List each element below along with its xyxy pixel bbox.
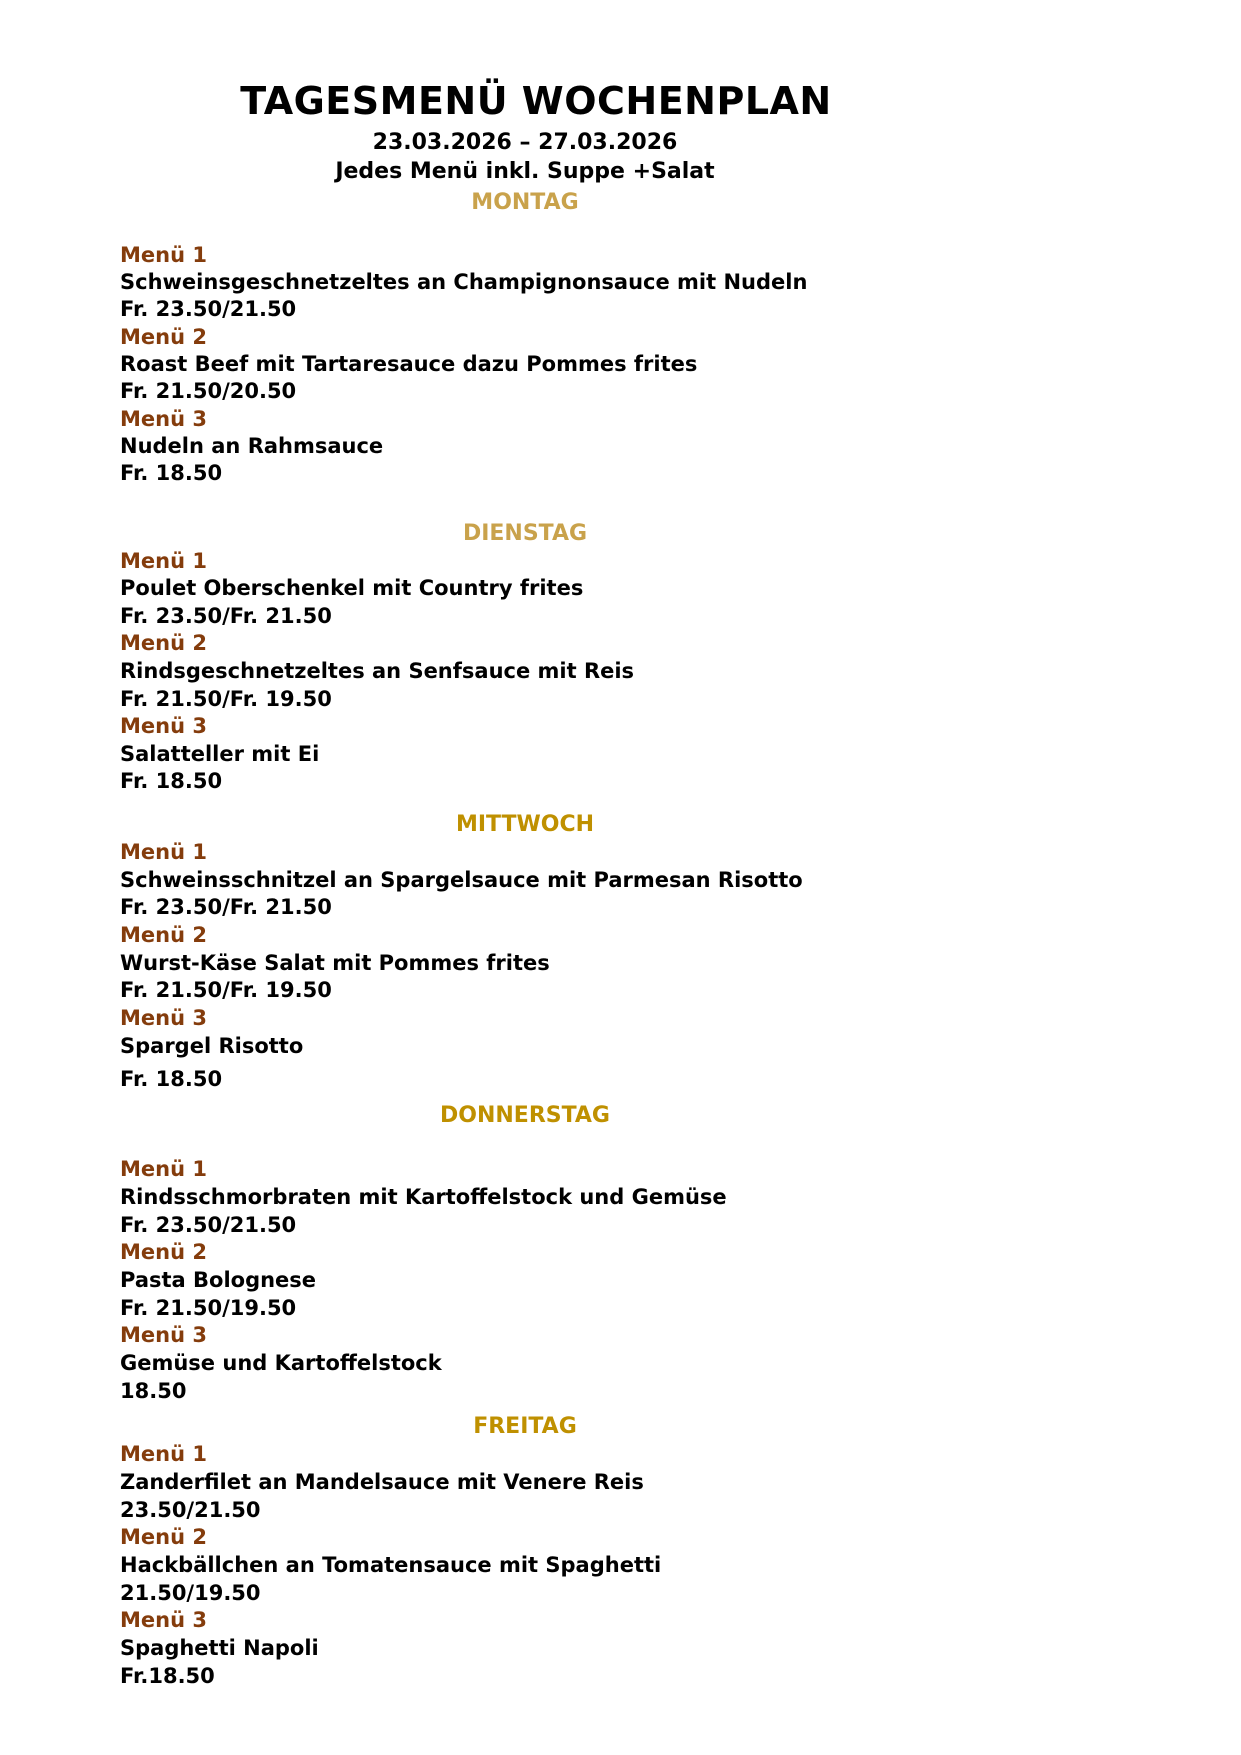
dish-price: 21.50/19.50 xyxy=(120,1581,261,1605)
date-range: 23.03.2026 – 27.03.2026 xyxy=(372,130,678,155)
dish-name: Pasta Bolognese xyxy=(120,1268,317,1292)
dish-price: Fr. 23.50/Fr. 21.50 xyxy=(120,895,332,919)
menu-note: Jedes Menü inkl. Suppe +Salat xyxy=(335,159,715,184)
dish-price: Fr. 21.50/19.50 xyxy=(120,1296,297,1320)
day-heading-montag: MONTAG xyxy=(471,190,579,215)
dish-price: Fr. 18.50 xyxy=(120,769,223,793)
dish-price: Fr. 21.50/Fr. 19.50 xyxy=(120,687,332,711)
menu-label: Menü 1 xyxy=(120,1157,207,1181)
dish-name: Zanderfilet an Mandelsauce mit Venere Reis xyxy=(120,1470,644,1494)
menu-label: Menü 3 xyxy=(120,1608,207,1632)
dish-name: Salatteller mit Ei xyxy=(120,742,320,766)
dish-price: Fr.18.50 xyxy=(120,1664,215,1688)
dish-name: Rindsgeschnetzeltes an Senfsauce mit Reis xyxy=(120,659,635,683)
menu-label: Menü 2 xyxy=(120,923,207,947)
menu-label: Menü 1 xyxy=(120,243,207,267)
dish-price: Fr. 23.50/21.50 xyxy=(120,297,297,321)
dish-name: Rindsschmorbraten mit Kartoffelstock und Gemüse xyxy=(120,1185,727,1209)
dish-name: Hackbällchen an Tomatensauce mit Spaghetti xyxy=(120,1553,662,1577)
dish-name: Gemüse und Kartoffelstock xyxy=(120,1351,442,1375)
dish-price: Fr. 21.50/Fr. 19.50 xyxy=(120,978,332,1002)
dish-price: Fr. 23.50/21.50 xyxy=(120,1213,297,1237)
dish-name: Schweinsschnitzel an Spargelsauce mit Parmesan Risotto xyxy=(120,868,803,892)
dish-price: Fr. 18.50 xyxy=(120,461,223,485)
day-heading-mittwoch: MITTWOCH xyxy=(455,812,595,837)
menu-label: Menü 3 xyxy=(120,1006,207,1030)
menu-label: Menü 1 xyxy=(120,549,207,573)
day-heading-freitag: FREITAG xyxy=(473,1414,577,1439)
dish-price: 18.50 xyxy=(120,1379,187,1403)
day-heading-dienstag: DIENSTAG xyxy=(462,521,588,546)
dish-name: Schweinsgeschnetzeltes an Champignonsauce mit Nudeln xyxy=(120,270,808,294)
menu-label: Menü 2 xyxy=(120,325,207,349)
dish-name: Nudeln an Rahmsauce xyxy=(120,434,384,458)
menu-label: Menü 2 xyxy=(120,1240,207,1264)
menu-label: Menü 1 xyxy=(120,1442,207,1466)
day-heading-donnerstag: DONNERSTAG xyxy=(440,1103,610,1128)
dish-price: 23.50/21.50 xyxy=(120,1498,261,1522)
menu-label: Menü 2 xyxy=(120,1525,207,1549)
dish-price: Fr. 18.50 xyxy=(120,1067,223,1091)
menu-label: Menü 1 xyxy=(120,840,207,864)
page-title: TAGESMENÜ WOCHENPLAN xyxy=(240,79,832,123)
dish-price: Fr. 21.50/20.50 xyxy=(120,379,297,403)
menu-label: Menü 3 xyxy=(120,1323,207,1347)
dish-name: Poulet Oberschenkel mit Country frites xyxy=(120,576,584,600)
dish-name: Wurst-Käse Salat mit Pommes frites xyxy=(120,951,550,975)
menu-label: Menü 3 xyxy=(120,714,207,738)
menu-label: Menü 2 xyxy=(120,631,207,655)
dish-name: Spargel Risotto xyxy=(120,1034,304,1058)
dish-name: Spaghetti Napoli xyxy=(120,1636,319,1660)
dish-price: Fr. 23.50/Fr. 21.50 xyxy=(120,604,332,628)
menu-label: Menü 3 xyxy=(120,407,207,431)
dish-name: Roast Beef mit Tartaresauce dazu Pommes frites xyxy=(120,352,698,376)
